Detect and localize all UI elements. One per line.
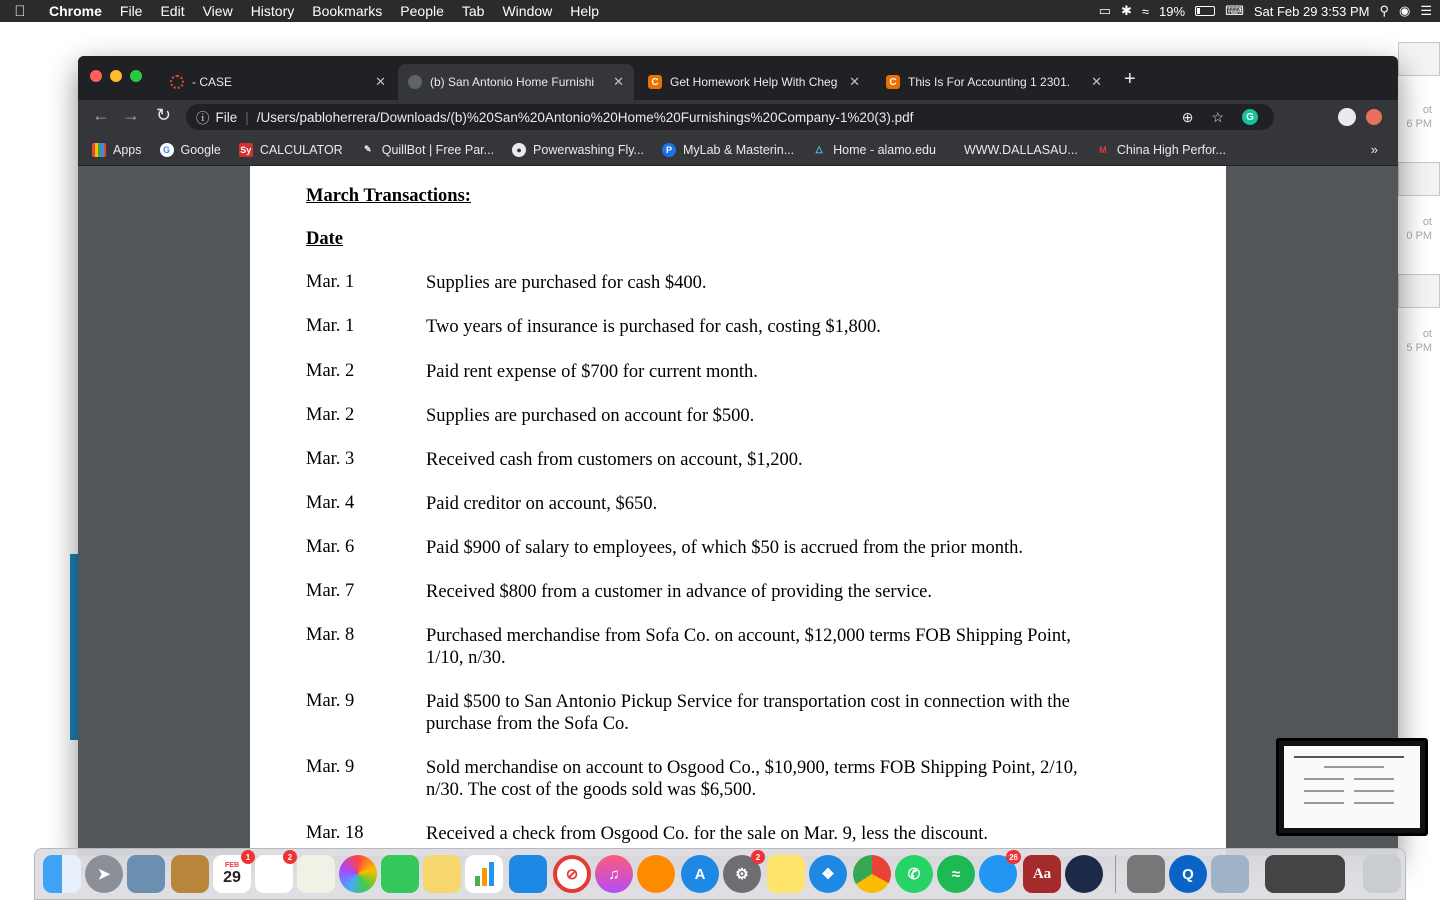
- bookmark-dallas[interactable]: [964, 143, 1078, 157]
- calendar-badge: 1: [241, 850, 255, 864]
- desktop-file-label: ot: [1422, 104, 1432, 116]
- transaction-description: Received a check from Osgood Co. for the sale on Mar. 9, less the discount.: [426, 824, 989, 844]
- bookmark-label: CALCULATOR: [259, 142, 343, 157]
- system-preferences-badge: 2: [751, 850, 765, 864]
- system-preferences-icon[interactable]: ⚙ 2: [723, 855, 761, 893]
- battery-percent[interactable]: 19%: [1159, 3, 1186, 19]
- transaction-description: Paid creditor on account, $650.: [426, 494, 658, 514]
- airplay-icon[interactable]: ▭: [1098, 3, 1111, 18]
- info-icon[interactable]: ⓘ: [196, 111, 210, 126]
- transaction-date: Mar. 2: [306, 361, 355, 381]
- close-tab-icon[interactable]: ✕: [849, 74, 860, 89]
- app-store-icon[interactable]: A: [681, 855, 719, 893]
- menu-history[interactable]: History: [250, 3, 295, 19]
- thumbnail-line: [1324, 766, 1384, 768]
- input-menu-icon[interactable]: ⌨: [1225, 3, 1244, 18]
- battery-icon[interactable]: [1195, 6, 1215, 16]
- bookmark-label: Google: [180, 142, 221, 157]
- transaction-description: Received cash from customers on account, $1,200.: [426, 450, 803, 470]
- thumbnail-line: [1294, 756, 1404, 758]
- transaction-description: Supplies are purchased on account for $500.: [426, 406, 755, 426]
- numbers-bar: [475, 876, 480, 886]
- transaction-date: Mar. 3: [306, 449, 355, 469]
- dock-separator: [1115, 855, 1116, 893]
- calculator-app-icon[interactable]: [1127, 855, 1165, 893]
- finder-icon[interactable]: [43, 855, 81, 893]
- trash-icon[interactable]: [1363, 855, 1401, 893]
- pdf-viewer[interactable]: [78, 166, 1398, 856]
- numbers-bar: [489, 862, 494, 886]
- transaction-date: Mar. 8: [306, 625, 355, 645]
- siri-icon[interactable]: ◉: [1399, 3, 1411, 18]
- siri-dock-icon[interactable]: [1065, 855, 1103, 893]
- case-icon: [170, 75, 184, 89]
- bookmark-label: QuillBot | Free Par...: [381, 142, 495, 157]
- bookmark-star-icon[interactable]: ☆: [1211, 108, 1224, 125]
- tab-case[interactable]: [160, 64, 396, 100]
- menu-help[interactable]: Help: [570, 3, 600, 19]
- pdf-page: [250, 166, 1226, 856]
- tab-chegg[interactable]: [638, 64, 870, 100]
- close-tab-icon[interactable]: ✕: [1091, 74, 1102, 89]
- bookmark-google[interactable]: [160, 143, 221, 157]
- numbers-bar: [482, 868, 487, 886]
- keynote-icon[interactable]: [509, 855, 547, 893]
- calendar-day: 29: [223, 868, 241, 886]
- desktop-file-time: 5 PM: [1406, 342, 1432, 354]
- calendar-month: FEB: [225, 861, 239, 869]
- transaction-date: Mar. 1: [306, 316, 355, 336]
- desktop-file-time: 6 PM: [1406, 118, 1432, 130]
- background-window-edge: [70, 554, 78, 740]
- address-bar[interactable]: [186, 104, 1274, 130]
- chegg-icon: C: [886, 75, 900, 89]
- calendar-icon[interactable]: [213, 852, 251, 893]
- bookmark-quillbot[interactable]: [361, 143, 494, 157]
- thumbnail-line: [1304, 802, 1344, 804]
- transaction-description: Paid $900 of salary to employees, of which $50 is accrued from the prior month.: [426, 538, 1023, 558]
- menu-view[interactable]: View: [202, 3, 233, 19]
- bookmark-china-high[interactable]: [1096, 143, 1226, 157]
- dock: [34, 848, 1406, 900]
- music-icon[interactable]: ♫: [595, 855, 633, 893]
- bookmark-label: Powerwashing Fly...: [533, 142, 644, 157]
- notes-icon[interactable]: [767, 855, 805, 893]
- bluetooth-icon[interactable]: ✱: [1121, 3, 1132, 18]
- bookmark-mylab[interactable]: [662, 143, 794, 157]
- chrome-icon[interactable]: [853, 855, 891, 893]
- globe-icon: ●: [512, 143, 526, 157]
- bookmark-label: MyLab & Masterin...: [682, 142, 795, 157]
- bookmark-label: Home - alamo.edu: [833, 142, 936, 157]
- transaction-date: Mar. 18: [306, 823, 364, 843]
- transaction-description: Paid $500 to San Antonio Pickup Service for transportation cost in connection with the purchase from the Sofa Co.: [426, 692, 1070, 734]
- tab-title: Get Homework Help With Cheg: [670, 75, 838, 89]
- menu-window[interactable]: Window: [502, 3, 553, 19]
- menu-file[interactable]: File: [119, 3, 143, 19]
- dictionary-icon[interactable]: Aa: [1023, 855, 1061, 893]
- spotify-icon[interactable]: ≈: [937, 855, 975, 893]
- bookmark-powerwashing[interactable]: [512, 143, 644, 157]
- reminders-badge: 2: [283, 850, 297, 864]
- menu-edit[interactable]: Edit: [160, 3, 185, 19]
- tab-strip: [78, 56, 1398, 100]
- close-window-button[interactable]: [90, 70, 102, 82]
- alamo-icon: △: [815, 144, 823, 154]
- desktop-file-icon[interactable]: [1398, 162, 1440, 196]
- file-scheme-label: File: [215, 109, 238, 125]
- photos-icon[interactable]: [339, 855, 377, 893]
- url-text[interactable]: /Users/pabloherrera/Downloads/(b)%20San%20Antonio%20Home%20Furnishings%20Company-1%20(3).pdf: [256, 109, 914, 125]
- contacts-icon[interactable]: [171, 855, 209, 893]
- browser-toolbar: [78, 100, 1398, 134]
- reload-icon[interactable]: ↻: [156, 105, 172, 125]
- close-tab-icon[interactable]: ✕: [375, 74, 386, 89]
- grammarly-icon[interactable]: G: [1242, 109, 1258, 125]
- transaction-description: Purchased merchandise from Sofa Co. on account, $12,000 terms FOB Shipping Point, 1/10, n/30.: [426, 626, 1071, 668]
- tab-title: - CASE: [192, 75, 233, 89]
- quicktime-icon[interactable]: Q: [1169, 855, 1207, 893]
- transaction-description: Received $800 from a customer in advance of providing the service.: [426, 582, 933, 602]
- numbers-icon[interactable]: [465, 855, 503, 893]
- reminders-icon[interactable]: [255, 852, 293, 893]
- mylab-icon: P: [662, 143, 676, 157]
- transaction-date: Mar. 9: [306, 691, 355, 711]
- transaction-date: Mar. 7: [306, 581, 355, 601]
- more-bookmarks-icon[interactable]: »: [1370, 142, 1378, 157]
- thumbnail-line: [1304, 778, 1344, 780]
- apple-menu-icon[interactable]: [0, 3, 40, 20]
- messages-icon[interactable]: [979, 852, 1018, 893]
- bookmarks-bar: [78, 134, 1398, 166]
- thumbnail-line: [1354, 790, 1394, 792]
- preview-icon[interactable]: [1211, 855, 1249, 893]
- apps-icon: [92, 143, 106, 157]
- minimize-window-button[interactable]: [110, 70, 122, 82]
- news-icon[interactable]: ⊘: [553, 855, 591, 893]
- china-high-icon: M: [1099, 144, 1107, 155]
- close-tab-icon[interactable]: ✕: [613, 74, 624, 89]
- preview-photos-icon[interactable]: [127, 855, 165, 893]
- battery-fill: [1197, 8, 1200, 14]
- document-icon: [408, 75, 422, 89]
- transaction-date: Mar. 6: [306, 537, 355, 557]
- recent-window-icon[interactable]: [1265, 855, 1345, 893]
- tab-chegg-accounting[interactable]: [876, 64, 1112, 100]
- thumbnail-line: [1354, 778, 1394, 780]
- google-icon: G: [160, 143, 174, 157]
- transaction-date: Mar. 1: [306, 272, 355, 292]
- desktop-file-icon[interactable]: [1398, 42, 1440, 76]
- desktop-file-icon[interactable]: [1398, 274, 1440, 308]
- zoom-window-button[interactable]: [130, 70, 142, 82]
- pages-icon[interactable]: [423, 855, 461, 893]
- safari-icon[interactable]: ❖: [809, 855, 847, 893]
- numbers-bars: [475, 862, 494, 886]
- bookmark-label: WWW.DALLASAU...: [963, 142, 1078, 157]
- wifi-icon[interactable]: ≈: [1141, 3, 1150, 19]
- menu-app-chrome[interactable]: Chrome: [49, 3, 102, 19]
- bookmark-alamo[interactable]: [812, 143, 936, 157]
- chegg-icon: C: [648, 75, 662, 89]
- menu-bar: [0, 0, 1440, 22]
- bookmark-label: China High Perfor...: [1116, 142, 1226, 157]
- tab-title: This Is For Accounting 1 2301.: [908, 75, 1071, 89]
- desktop-file-label: ot: [1422, 216, 1432, 228]
- thumbnail-preview: [1284, 746, 1420, 828]
- zoom-icon[interactable]: ⊕: [1181, 108, 1194, 125]
- back-icon[interactable]: ←: [92, 105, 110, 125]
- thumbnail-line: [1304, 790, 1344, 792]
- transaction-description: Paid rent expense of $700 for current month.: [426, 362, 758, 382]
- transaction-description: Supplies are purchased for cash $400.: [426, 273, 707, 293]
- facetime-icon[interactable]: [381, 855, 419, 893]
- transaction-date: Mar. 2: [306, 405, 355, 425]
- quill-icon: ✎: [363, 144, 372, 154]
- notification-center-icon[interactable]: ☰: [1420, 3, 1432, 18]
- transaction-date: Mar. 4: [306, 493, 355, 513]
- transaction-description: Sold merchandise on account to Osgood Co., $10,900, terms FOB Shipping Point, 2/10, n/30. The cost of the goods sold was $6,500.: [426, 758, 1078, 800]
- bookmark-calculator[interactable]: [239, 143, 343, 157]
- books-icon[interactable]: [637, 855, 675, 893]
- desktop-file-time: 0 PM: [1406, 230, 1432, 242]
- date-column-header: Date: [306, 229, 343, 249]
- thumbnail-line: [1354, 802, 1394, 804]
- new-tab-button[interactable]: +: [1124, 68, 1136, 90]
- whatsapp-icon[interactable]: ✆: [895, 855, 933, 893]
- transaction-description: Two years of insurance is purchased for cash, costing $1,800.: [426, 317, 881, 337]
- profile-avatar-icon[interactable]: [1338, 108, 1356, 126]
- calculator-icon: Sy: [240, 144, 252, 155]
- menu-tab[interactable]: Tab: [461, 3, 485, 19]
- address-separator: |: [245, 109, 249, 125]
- maps-icon[interactable]: [297, 855, 335, 893]
- clock[interactable]: Sat Feb 29 3:53 PM: [1253, 3, 1370, 19]
- document-title: March Transactions:: [306, 186, 471, 206]
- launchpad-icon[interactable]: ➤: [85, 855, 123, 893]
- desktop-file-label: ot: [1422, 328, 1432, 340]
- screenshot-thumbnail[interactable]: [1276, 738, 1428, 836]
- menu-bookmarks[interactable]: Bookmarks: [312, 3, 383, 19]
- bookmark-apps[interactable]: [92, 143, 142, 157]
- messages-badge: 26: [1006, 850, 1021, 864]
- forward-icon[interactable]: →: [122, 105, 140, 125]
- spotlight-icon[interactable]: ⚲: [1379, 3, 1389, 18]
- chrome-window: [78, 56, 1398, 856]
- bookmark-label: Apps: [113, 142, 142, 157]
- transaction-date: Mar. 9: [306, 757, 355, 777]
- extension-icon[interactable]: [1366, 109, 1382, 125]
- tab-pdf[interactable]: [398, 64, 634, 100]
- menu-people[interactable]: People: [400, 3, 444, 19]
- tab-title: (b) San Antonio Home Furnishi: [430, 75, 595, 89]
